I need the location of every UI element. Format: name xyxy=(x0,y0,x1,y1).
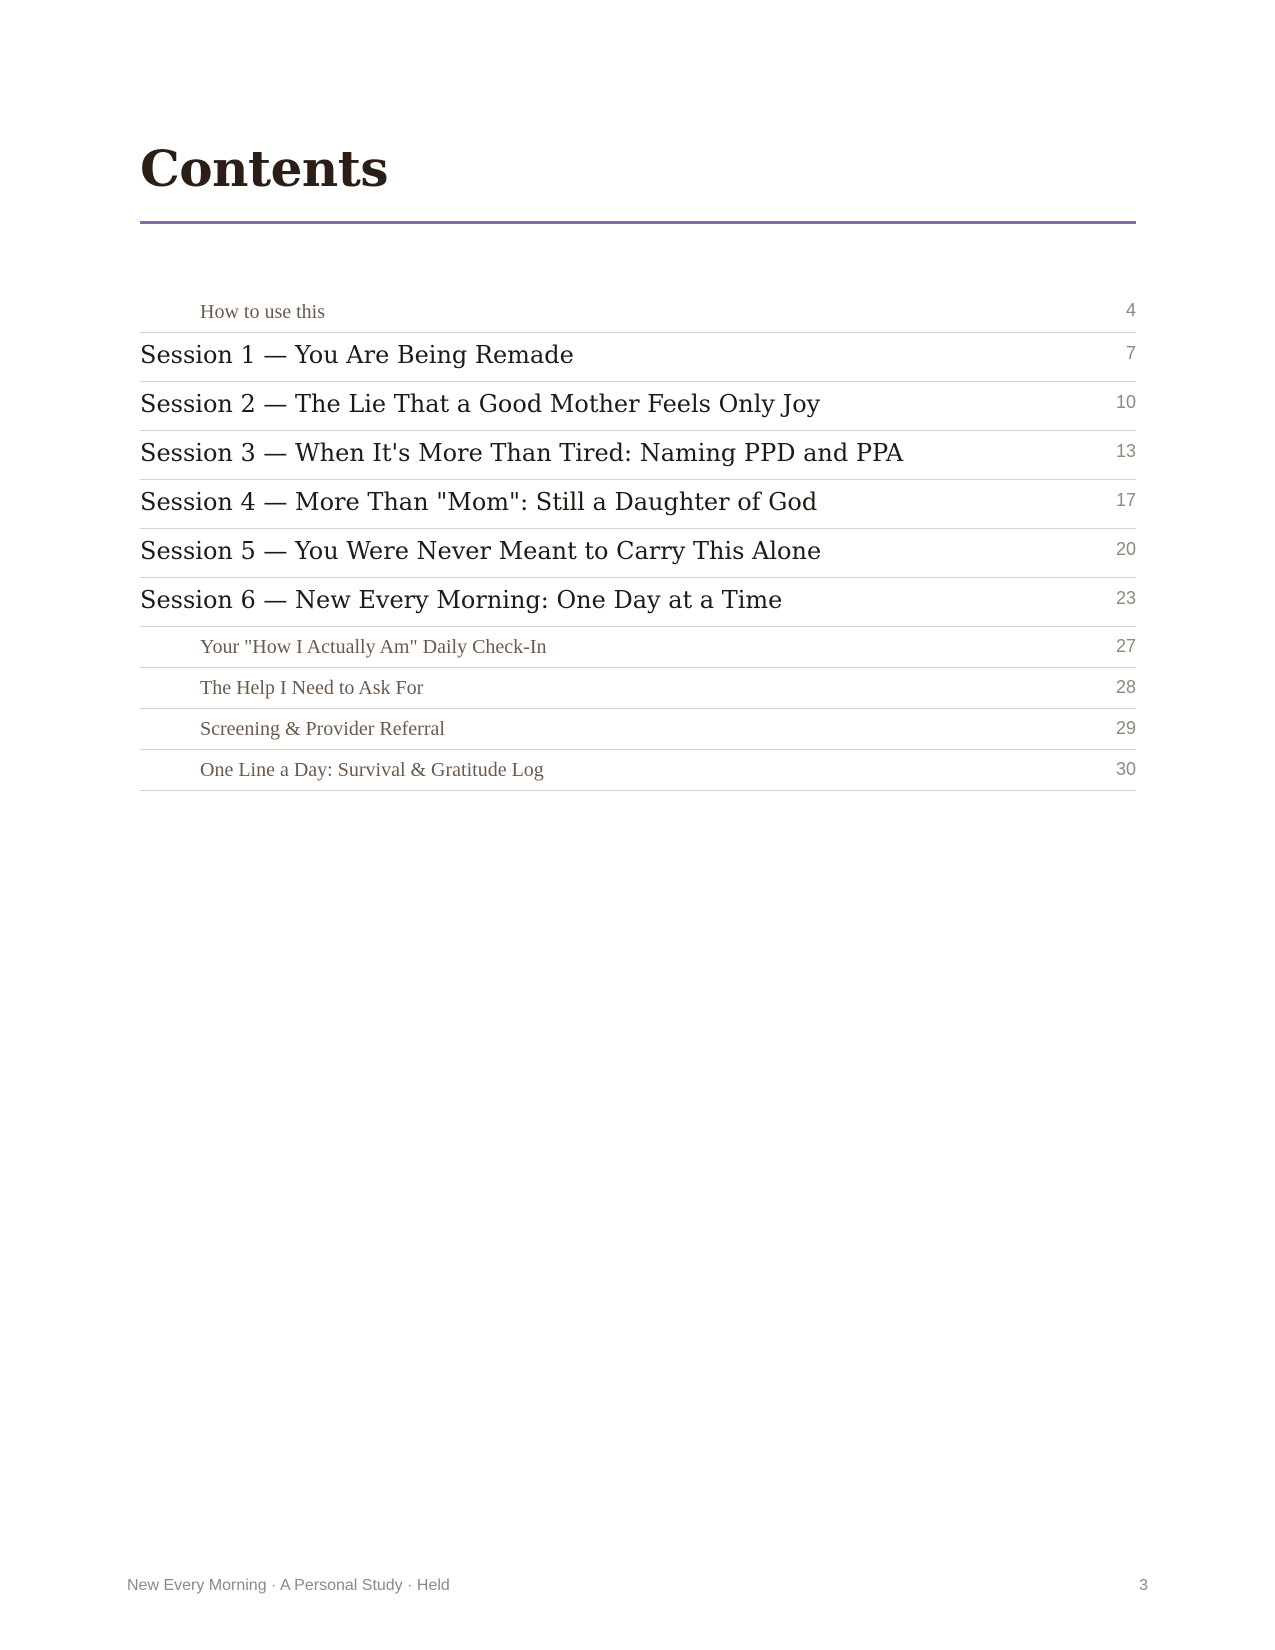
toc-entry-label: Session 1 — You Are Being Remade xyxy=(140,341,574,369)
toc-entry-page-number: 28 xyxy=(1115,677,1136,697)
toc-entry-page-number: 13 xyxy=(1115,441,1136,461)
toc-entry-label: Your "How I Actually Am" Daily Check-In xyxy=(200,636,547,658)
toc-entry-page-number: 4 xyxy=(1125,300,1136,320)
table-of-contents xyxy=(140,291,1136,791)
toc-entry-session-5[interactable] xyxy=(140,529,1136,578)
toc-entry-label: Session 4 — More Than "Mom": Still a Daughter of God xyxy=(140,488,818,516)
toc-entry-screening-referral[interactable] xyxy=(140,709,1136,750)
toc-entry-one-line-a-day[interactable] xyxy=(140,750,1136,791)
toc-entry-label: Session 6 — New Every Morning: One Day at a Time xyxy=(140,586,783,614)
toc-entry-session-2[interactable] xyxy=(140,382,1136,431)
toc-entry-page-number: 10 xyxy=(1115,392,1136,412)
toc-entry-page-number: 20 xyxy=(1115,539,1136,559)
toc-entry-session-1[interactable] xyxy=(140,333,1136,382)
toc-entry-page-number: 7 xyxy=(1125,343,1136,363)
title-divider xyxy=(140,221,1136,224)
footer-page-number: 3 xyxy=(1139,1577,1148,1594)
toc-entry-page-number: 17 xyxy=(1115,490,1136,510)
page-title: Contents xyxy=(140,139,389,198)
toc-entry-daily-check-in[interactable] xyxy=(140,627,1136,668)
toc-entry-page-number: 29 xyxy=(1115,718,1136,738)
toc-entry-how-to-use[interactable] xyxy=(140,291,1136,333)
footer-running-title: New Every Morning · A Personal Study · Held xyxy=(127,1577,450,1594)
toc-entry-session-3[interactable] xyxy=(140,431,1136,480)
toc-entry-label: How to use this xyxy=(200,301,325,323)
toc-entry-session-6[interactable] xyxy=(140,578,1136,627)
toc-entry-label: One Line a Day: Survival & Gratitude Log xyxy=(200,759,544,781)
toc-entry-help-to-ask-for[interactable] xyxy=(140,668,1136,709)
toc-entry-page-number: 23 xyxy=(1115,588,1136,608)
toc-entry-label: Session 2 — The Lie That a Good Mother Feels Only Joy xyxy=(140,390,821,418)
toc-entry-label: Session 3 — When It's More Than Tired: Naming PPD and PPA xyxy=(140,439,904,467)
toc-entry-label: Session 5 — You Were Never Meant to Carry This Alone xyxy=(140,537,822,565)
toc-entry-label: The Help I Need to Ask For xyxy=(200,677,424,699)
toc-entry-page-number: 30 xyxy=(1115,759,1136,779)
toc-entry-label: Screening & Provider Referral xyxy=(200,718,445,740)
toc-entry-page-number: 27 xyxy=(1115,636,1136,656)
toc-entry-session-4[interactable] xyxy=(140,480,1136,529)
